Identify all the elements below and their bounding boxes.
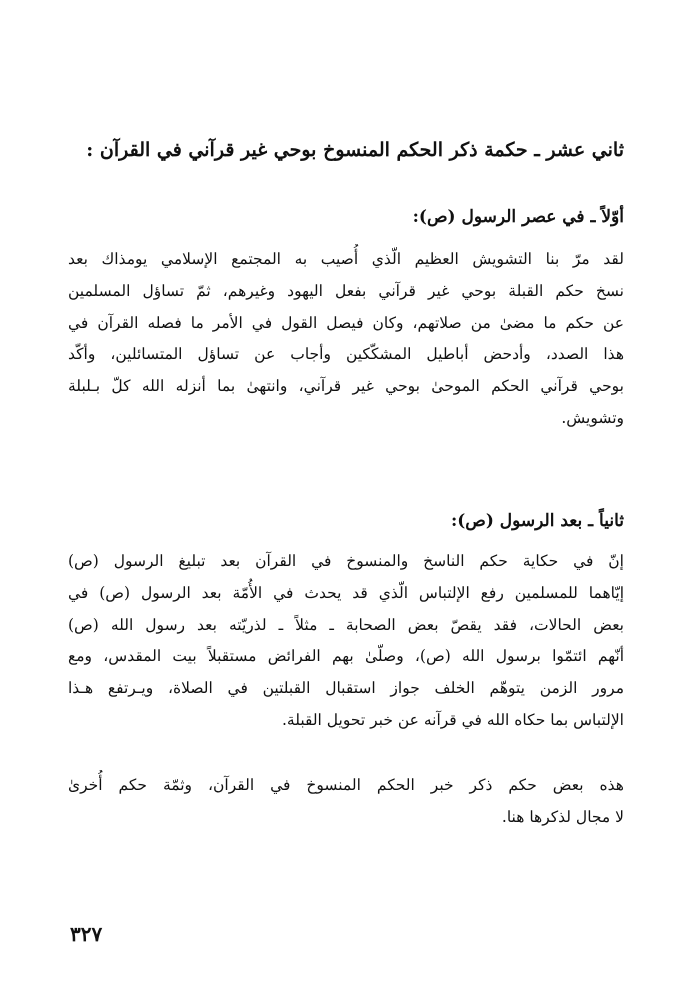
paragraph-line: بوحي قرآني الحكم الموحىٰ بوحي غير قرآني، وانتهىٰ بما أنزله الله كلّ بـلبلة xyxy=(68,377,624,396)
subsection-1-paragraph xyxy=(68,244,624,435)
paragraph-line: بعض الحالات، فقد يقصّ بعض الصحابة ـ مثلاً ـ لذريّته بعد رسول الله (ص) xyxy=(68,615,624,634)
subsection-2-paragraph xyxy=(68,546,624,737)
paragraph-line: لا مجال لذكرها هنا. xyxy=(501,807,624,826)
subsection-2-title: ثانياً ـ بعد الرسول (ص): xyxy=(450,511,624,531)
paragraph-line: هذا الصدد، وأدحض أباطيل المشكّكين وأجاب عن تساؤل المتسائلين، وأكّد xyxy=(68,345,624,364)
paragraph-line: إيّاهما للمسلمين رفع الإلتباس الّذي قد يحدث في الأُمّة بعد الرسول (ص) في xyxy=(68,583,624,602)
paragraph-line: الإلتباس بما حكاه الله في قرآنه عن خبر تحويل القبلة. xyxy=(281,710,624,729)
paragraph-line: نسخ حكم القبلة بوحي غير قرآني بفعل اليهود وغيرهم، ثمّ تساؤل المسلمين xyxy=(68,281,624,300)
paragraph-line: لقد مرّ بنا التشويش العظيم الّذي أُصيب به المجتمع الإسلامي يومذاك بعد xyxy=(68,250,624,268)
paragraph-line: إنّ في حكاية حكم الناسخ والمنسوخ في القرآن بعد تبليغ الرسول (ص) xyxy=(68,552,624,570)
paragraph-line: مرور الزمن يتوهّم الخلف جواز استقبال القبلتين في الصلاة، ويـرتفع هـذا xyxy=(68,679,624,698)
section-heading: ثاني عشر ـ حكمة ذكر الحكم المنسوخ بوحي غير قرآني في القرآن : xyxy=(86,139,624,161)
paragraph-line: وتشويش. xyxy=(561,408,624,427)
subsection-1-title: أوّلاً ـ في عصر الرسول (ص): xyxy=(412,207,624,227)
paragraph-line: هذه بعض حكم ذكر خبر الحكم المنسوخ في القرآن، وثمّة حكم أُخرىٰ xyxy=(68,776,624,794)
book-page xyxy=(62,0,624,996)
paragraph-line: أنّهم ائتمّوا برسول الله (ص)، وصلّىٰ بهم الفرائض مستقبلاً بيت المقدس، ومع xyxy=(68,647,624,666)
paragraph-line: عن حكم ما مضىٰ من صلاتهم، وكان فيصل القول في الأمر ما فصله القرآن في xyxy=(68,313,624,332)
page-number: ٣٢٧ xyxy=(70,922,103,946)
closing-paragraph xyxy=(68,770,624,834)
